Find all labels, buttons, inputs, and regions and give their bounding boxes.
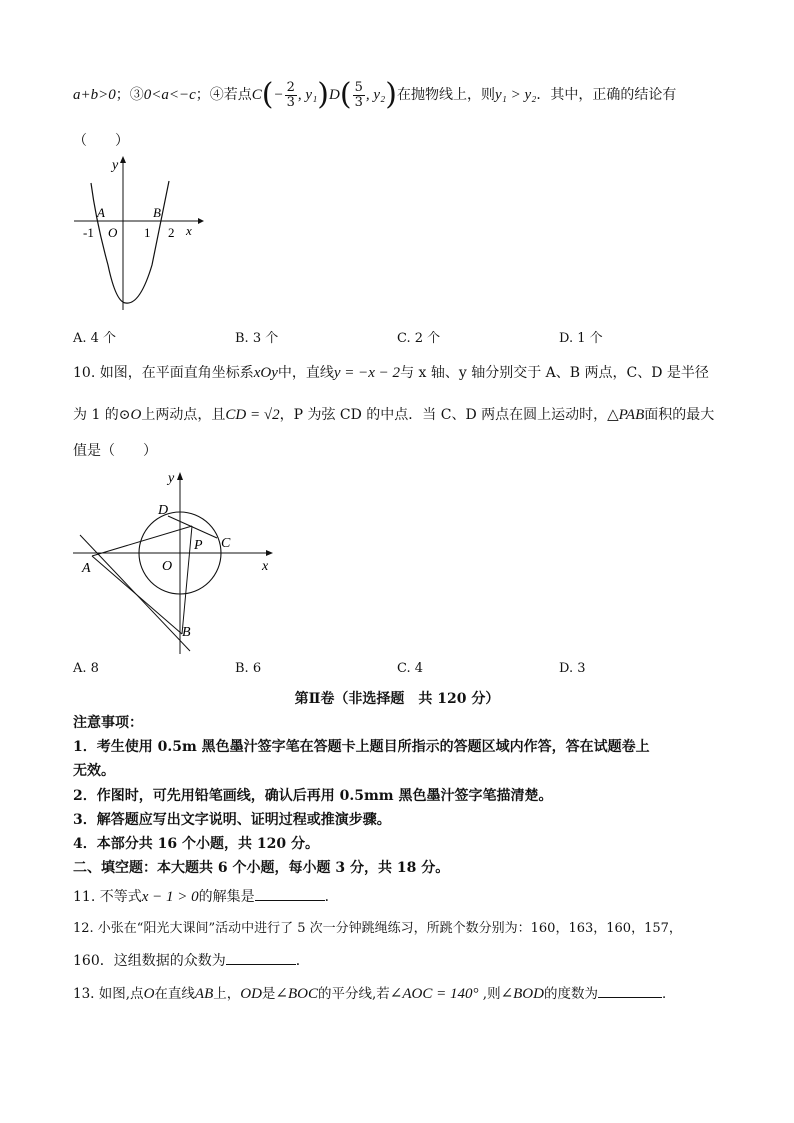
q13-text-g: 是 (261, 986, 276, 1002)
q12-line1: 12. 小张在“阳光大课间”活动中进行了 5 次一分钟跳绳练习，所跳个数分别为：160，163，160，157， (73, 921, 682, 936)
q9-text-b: ；③ (115, 87, 144, 103)
q11-answer-blank[interactable] (255, 886, 325, 901)
q10-segment-dc (168, 516, 217, 538)
q10-label-c: C (221, 536, 231, 551)
q9-point-c: C (251, 87, 262, 103)
q11-text-d: ． (324, 889, 339, 905)
q10-label-b: B (182, 625, 191, 640)
q10-label-a: A (82, 561, 91, 576)
q13-text-m: 的度数为 (543, 986, 598, 1002)
q13-line-ab: AB (194, 986, 214, 1002)
q9-cond2: a+b>0 (73, 87, 116, 103)
q9-y-compare: y₁ > y₂ (494, 87, 537, 103)
q9-paren-close: ) (317, 77, 330, 112)
q9-fracd-num: 5 (354, 79, 363, 95)
q9-option-b[interactable]: B. 3 个 (235, 331, 279, 346)
q9-frac-c (285, 81, 297, 110)
q9-frac-d (353, 81, 365, 110)
q9-label-b: B (153, 205, 161, 220)
section-fill-blank: 二、填空题：本大题共 6 个小题，每小题 3 分，共 18 分。 (73, 860, 450, 876)
q10-text2-e: ，P 为弦 CD 的中点．当 C、D 两点在圆上运动时， (279, 407, 608, 423)
q11-inequality: x − 1 > 0 (141, 889, 199, 905)
q10-line1 (73, 363, 734, 383)
q11 (73, 886, 734, 907)
notice-item-1a: 1．考生使用 0.5m 黑色墨汁签字笔在答题卡上题目所指示的答题区域内作答，答在试题卷上 (73, 739, 650, 755)
q10-text-a: 10. 如图，在平面直角坐标系 (73, 365, 254, 381)
q10-x-arrow (266, 550, 273, 556)
q9-fracc-den: 3 (286, 94, 295, 110)
q9-option-d[interactable]: D. 1 个 (559, 331, 603, 346)
q9-y-arrow (120, 156, 126, 163)
q13-text-i: 的平分线,若 (317, 986, 390, 1002)
q9-fracd-den: 3 (354, 94, 363, 110)
q12-text-b: ． (295, 953, 310, 969)
q10-cd-length: CD = √2 (225, 407, 280, 423)
q10-y-arrow (177, 472, 183, 480)
q9-bracket: （ ） (73, 133, 129, 149)
q9-text-d: ；④若点 (195, 87, 252, 103)
q12-answer-blank[interactable] (226, 950, 296, 965)
q10-text-c: 中，直线 (277, 365, 334, 381)
q9-parabola-figure (70, 155, 210, 315)
q10-equation: y = −x − 2 (333, 365, 401, 381)
q9-point-d: D (329, 87, 340, 103)
q10-label-x: x (262, 559, 269, 574)
q10-label-o: O (162, 559, 173, 574)
q10-label-d: D (158, 503, 169, 518)
q13-answer-blank[interactable] (598, 983, 662, 998)
q10-triangle: △PAB (607, 407, 645, 423)
q13-text-n: ． (661, 986, 676, 1002)
notice-item-2: 2．作图时，可先用铅笔画线，确认后再用 0.5mm 黑色墨汁签字笔描清楚。 (73, 788, 553, 804)
q9-paren-close2: ) (385, 77, 397, 112)
q9-label-y: y (112, 158, 119, 173)
q9-yd: , y₂ (365, 87, 386, 103)
q9-label-x: x (186, 223, 192, 238)
notice-item-1b: 无效。 (73, 763, 115, 779)
q9-label-o: O (108, 225, 118, 240)
q9-fracc-sign: − (273, 87, 284, 103)
q13-text-c: 在直线 (154, 986, 195, 1002)
q11-text-a: 11. 不等式 (73, 889, 142, 905)
q9-option-c[interactable]: C. 2 个 (397, 331, 441, 346)
q10-label-y: y (168, 471, 175, 486)
q13-angle-bod: ∠BOD (500, 986, 544, 1002)
q10-segment-ap (92, 526, 192, 556)
q13-point-o: O (143, 986, 155, 1002)
q13-text-e: 上， (213, 986, 241, 1002)
q10-text2-g: 面积的最大 (644, 407, 715, 423)
q10-label-p: P (194, 538, 203, 553)
q9-paren-open: ( (261, 77, 274, 112)
q13-text-a: 13. 如图,点 (73, 986, 144, 1002)
q10-option-c[interactable]: C. 4 (397, 661, 424, 676)
q13-angle-boc: ∠BOC (275, 986, 318, 1002)
q13 (73, 983, 734, 1004)
q12-line2 (73, 950, 734, 971)
q10-text2-c: 上两动点，且 (141, 407, 226, 423)
q9-fracc-num: 2 (286, 79, 295, 95)
q9-label-m1: -1 (83, 225, 94, 240)
notice-title: 注意事项： (73, 715, 143, 731)
q9-yc: , y₁ (297, 87, 318, 103)
q10-circle-figure (70, 466, 280, 658)
notice-item-3: 3．解答题应写出文字说明、证明过程或推演步骤。 (73, 812, 391, 828)
q10-segment-pb (182, 526, 192, 634)
q10-system: xOy (253, 365, 278, 381)
q9-text-e: 在抛物线上，则 (396, 87, 495, 103)
q10-line2 (73, 405, 734, 425)
q9-x-arrow (198, 218, 204, 224)
q13-angle-aoc: ∠AOC = 140° (389, 986, 479, 1002)
q9-label-a: A (97, 205, 105, 220)
q9-line1 (73, 77, 734, 112)
notice-item-4: 4．本部分共 16 个小题，共 120 分。 (73, 836, 319, 852)
q12-text-a: 160．这组数据的众数为 (73, 953, 226, 969)
q10-option-b[interactable]: B. 6 (235, 661, 262, 676)
q9-label-1: 1 (144, 225, 151, 240)
q10-circle-o: O (130, 407, 142, 423)
q13-ray-od: OD (240, 986, 262, 1002)
q13-text-k: ,则 (478, 986, 501, 1002)
q9-parabola-curve (91, 181, 169, 303)
q10-option-a[interactable]: A. 8 (73, 661, 99, 676)
q10-option-d[interactable]: D. 3 (559, 661, 586, 676)
q10-text2-a: 为 1 的⊙ (73, 407, 131, 423)
part2-heading: 第Ⅱ卷（非选择题 共 120 分） (294, 691, 500, 707)
q10-text-e: 与 x 轴、y 轴分别交于 A、B 两点，C、D 是半径 (400, 365, 709, 381)
q9-paren-open2: ( (339, 77, 352, 112)
q9-label-2: 2 (168, 225, 175, 240)
q9-option-a[interactable]: A. 4 个 (73, 331, 117, 346)
q9-cond3: 0<a<−c (143, 87, 196, 103)
q11-text-c: 的解集是 (198, 889, 255, 905)
q10-line3: 值是（ ） (73, 443, 157, 459)
q9-text-g: ．其中，正确的结论有 (536, 87, 677, 103)
